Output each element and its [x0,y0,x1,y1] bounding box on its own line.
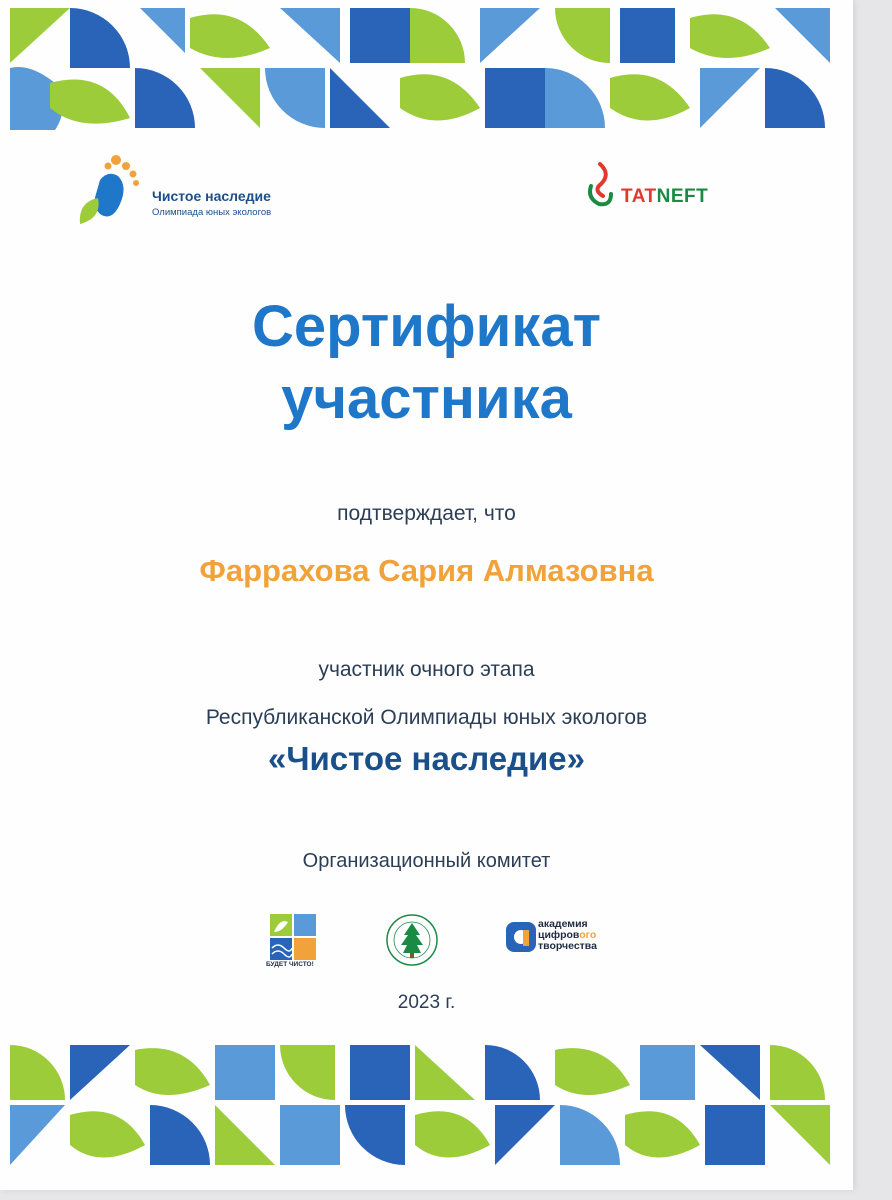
ministry-ecology-emblem [385,913,439,967]
chistoe-nasledie-logo [78,152,318,232]
academy-text [538,919,597,952]
top-decorative-band [10,8,830,130]
logo-subtitle: Олимпиада юных экологов [152,207,272,218]
academy-line2b: ого [579,929,597,941]
certificate-title-line2: участника [281,366,572,431]
budet-chisto-caption: БУДЕТ ЧИСТО! [266,961,314,968]
olympiad-name: Республиканской Олимпиады юных экологов [205,706,648,729]
tatneft-logo [585,162,765,212]
academy-line1: академия [538,918,588,930]
academy-line2a: цифров [538,929,580,941]
budet-chisto-logo [268,912,318,970]
academy-line3: творчества [538,940,597,952]
tatneft-wordmark [621,186,708,208]
participant-name: Фаррахова Сария Алмазовна [199,553,654,588]
brand-part2: NEFT [656,186,709,207]
bottom-decorative-band [10,1045,830,1170]
academy-digital-creativity-logo [506,918,646,958]
brand-part1: TAT [621,186,657,207]
participant-role: участник очного этапа [318,658,535,681]
confirms-text: подтверждает, что [337,502,516,525]
committee-text: Организационный комитет [302,850,551,872]
footprint-leaf-icon [78,152,142,228]
academy-mark-icon [506,922,536,952]
tree-emblem-icon [385,913,439,967]
certificate-year: 2023 г. [397,992,456,1013]
certificate-title-line1: Сертификат [252,294,601,359]
logo-name: Чистое наследие [152,188,271,204]
project-name: «Чистое наследие» [267,740,586,777]
flame-icon [585,162,615,208]
